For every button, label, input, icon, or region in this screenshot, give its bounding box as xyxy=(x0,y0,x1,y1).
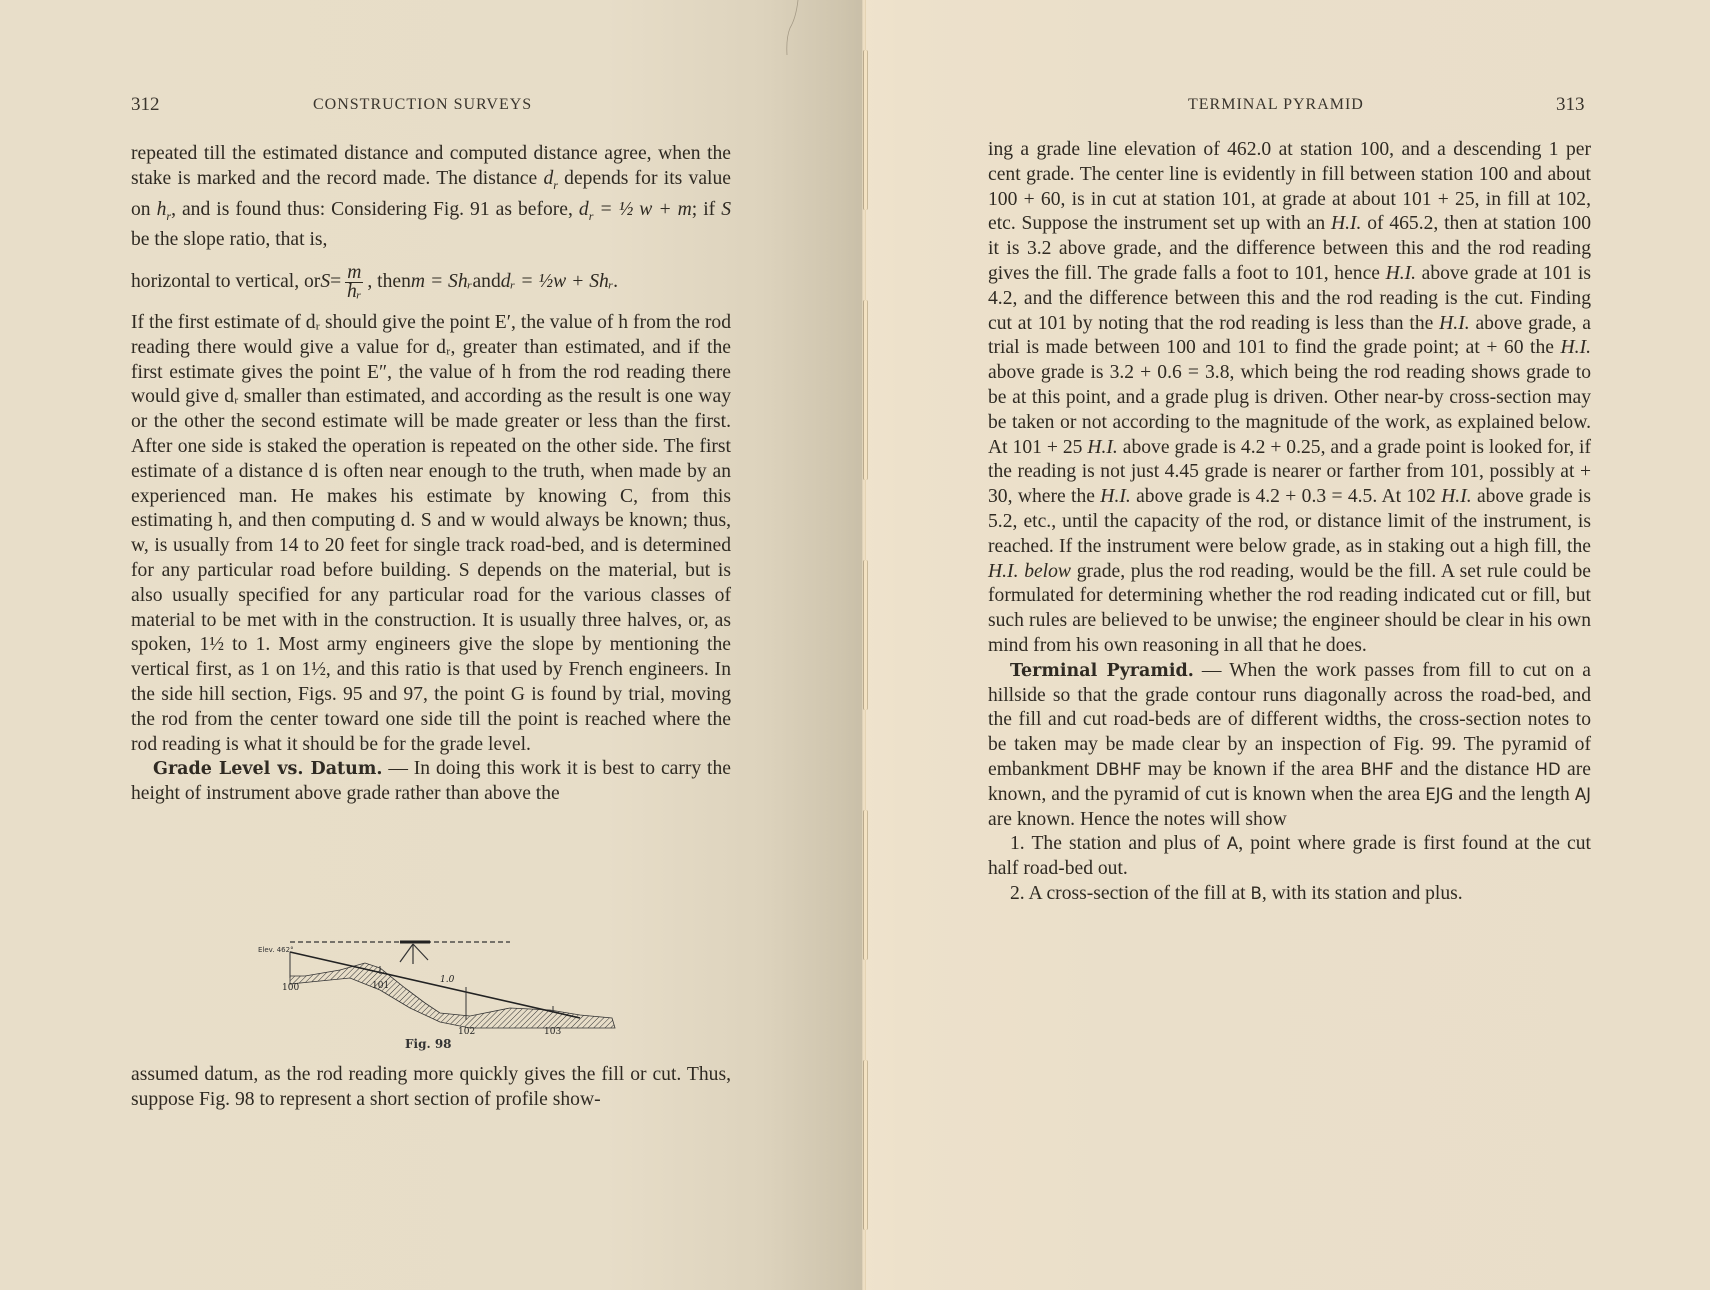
text-run: — xyxy=(1193,659,1230,681)
text-run: horizontal to vertical, or xyxy=(131,270,321,292)
list-item xyxy=(988,882,1591,907)
text-run: In doing this work it is best to carry the height of instrument above grade rather than above the xyxy=(131,758,731,805)
text-run: — xyxy=(382,758,414,780)
text-run: grade, plus the rod reading, would be the fill. A set rule could be formulated for determining whether the rod reading indicated cut or fill, but such rules are believed to be unwise; the engineer should be clear in his own mind from his own reasoning in all that he does. xyxy=(988,560,1591,656)
math-expression: dᵣ = ½w + Shᵣ. xyxy=(500,270,619,292)
text-run: above grade is 3.2 + 0.6 = 3.8, which being the rod reading shows grade to be at this point, and a grade plug is driven. Other near-by cross-section may be taken or not according to the magnitude of the work, as explained below. At 101 + 25 xyxy=(988,362,1591,458)
text-run: may be known if the area xyxy=(1141,758,1361,780)
emphasis: below xyxy=(1024,560,1071,582)
binding-stitch xyxy=(863,300,868,480)
profile-figure xyxy=(250,930,630,1040)
instrument-icon xyxy=(400,944,428,964)
point-label: DBHF xyxy=(1095,759,1142,779)
abbr-hi: H.I. xyxy=(1385,262,1417,284)
math-var: d xyxy=(543,167,554,189)
right-body-text xyxy=(988,138,1591,907)
text-run: are known, and the pyramid of cut is known when the area xyxy=(988,758,1591,805)
list-number: 2. xyxy=(1010,882,1025,904)
text-run: depends for its value on xyxy=(131,167,731,220)
abbr-hi: H.I. xyxy=(1560,337,1591,359)
paragraph: If the first estimate of dᵣ should give the point E′, the value of h from the rod reading there would give a value for dᵣ, greater than estimated, and if the first estimate gives the point E″, the value of h from the rod reading there would give dᵣ smaller than estimated, and according as the result is one way or the other the second estimate will be made greater or less than the first. After one side is staked the operation is repeated on the other side. The first estimate of a distance d is often near enough to the truth, when made by an experienced man. He makes his estimate by knowing C, from this estimating h, and then computing d. S and w would always be known; thus, w, is usually from 14 to 20 feet for single track road-bed, and is determined for any particular road before building. S depends on the material, but is also usually specified for any particular road for the various classes of material to be met with in the construction. It is usually three halves, or, as spoken, 1½ to 1. Most army engineers give the slope by mentioning the vertical first, as 1 on 1½, and this ratio is that used by French engineers. In the side hill section, Figs. 95 and 97, the point G is found by trial, moving the rod from the center toward one side till the point is reached where the rod reading is what it should be for the grade level. xyxy=(131,312,731,755)
text-run: above grade is 5.2, etc., until the capacity of the rod, or distance limit of the instrument, is reached. If the instrument were below grade, as in staking out a high fill, the xyxy=(988,486,1591,557)
text-run: = xyxy=(330,270,342,292)
abbr-hi: H.I. xyxy=(1441,486,1472,508)
point-label: A xyxy=(1226,834,1239,854)
text-run: The station and plus of xyxy=(1024,833,1227,855)
text-run: and xyxy=(472,270,501,292)
figure-label: Elev. 462° xyxy=(258,946,294,954)
abbr-hi: H.I. xyxy=(988,560,1019,582)
point-label: EJG xyxy=(1425,784,1454,804)
left-body-text xyxy=(131,142,731,807)
text-run: ; if xyxy=(691,198,722,220)
text-run: above grade is 4.2 + 0.25, and a grade point is looked for, if the reading is not just 4.45 grade is nearer or farther from 101, possibly at + 30, where the xyxy=(988,436,1591,508)
abbr-hi: H.I. xyxy=(1330,213,1362,235)
fraction-numerator: m xyxy=(347,261,362,283)
page-number: 313 xyxy=(1556,94,1585,115)
binding-stitch xyxy=(863,1060,868,1230)
math-var: S xyxy=(320,270,331,292)
math-var: S xyxy=(721,198,731,220)
figure-label: 1.0 xyxy=(440,975,455,985)
running-head: TERMINAL PYRAMID xyxy=(1188,96,1364,113)
paragraph xyxy=(988,659,1591,833)
station-label: 100 xyxy=(282,983,300,993)
text-run: and the length xyxy=(1453,783,1575,805)
station-label: 103 xyxy=(544,1027,562,1037)
text-run: , point where grade is first found at the cut half road-bed out. xyxy=(988,833,1591,880)
point-label: BHF xyxy=(1360,759,1394,779)
abbr-hi: H.I. xyxy=(1439,312,1470,334)
point-label: AJ xyxy=(1574,784,1591,804)
math-var: d xyxy=(578,198,589,220)
left-body-text-continued xyxy=(131,1063,731,1113)
station-label: 101 xyxy=(372,981,390,991)
paragraph: assumed datum, as the rod reading more quickly gives the fill or cut. Thus, suppose Fig. 98 to represent a short section of profile show- xyxy=(131,1064,731,1110)
paragraph xyxy=(988,138,1591,659)
paper-crease xyxy=(780,0,800,60)
text-run: are known. Hence the notes will show xyxy=(988,808,1287,830)
text-run: A cross-section of the fill at xyxy=(1024,882,1251,904)
text-run: and the distance xyxy=(1393,758,1536,780)
text-run: above grade at 101 is 4.2, and the difference between this and the rod reading is the cut. Finding cut at 101 by noting that the rod reading is less than the xyxy=(988,262,1592,334)
text-run: be the slope ratio, that is, xyxy=(131,229,328,251)
binding-stitch xyxy=(863,810,868,960)
paragraph xyxy=(131,757,731,807)
page-number: 312 xyxy=(131,94,160,115)
binding-stitch xyxy=(863,50,868,210)
point-label: HD xyxy=(1535,759,1561,779)
text-run: above grade, a trial is made between 100 and 101 to find the grade point; at + 60 the xyxy=(988,312,1591,359)
section-heading: Grade Level vs. Datum. xyxy=(153,759,383,780)
abbr-hi: H.I. xyxy=(1100,486,1131,508)
text-run: When the work passes from fill to cut on a hillside so that the grade contour runs diagonally across the road-bed, and the fill and cut road-beds are of different widths, the cross-section notes to be taken may be made clear by an inspection of Fig. 99. The pyramid of embankment xyxy=(988,659,1591,780)
binding-stitch xyxy=(863,560,868,710)
fraction xyxy=(345,261,363,302)
abbr-hi: H.I. xyxy=(1087,436,1118,458)
running-head: CONSTRUCTION SURVEYS xyxy=(313,96,533,113)
fraction-denominator: hᵣ xyxy=(346,280,362,302)
section-heading: Terminal Pyramid. xyxy=(1010,660,1194,681)
figure-caption: Fig. 98 xyxy=(405,1037,452,1051)
math-var: h xyxy=(156,198,167,220)
text-run: ing a grade line elevation of 462.0 at station 100, and a descending 1 per cent grade. The center line is evidently in fill between station 100 and about 100 + 60, is in cut at station 101, at grade at about 101 + 25, in fill at 102, etc. Suppose the instrument set up with an xyxy=(988,139,1591,235)
list-number: 1. xyxy=(1010,833,1025,855)
math-expression: m = Shᵣ xyxy=(410,270,473,292)
formula-line xyxy=(131,253,731,311)
text-run: , and is found thus: Considering Fig. 91 as before, xyxy=(171,198,579,220)
text-run: repeated till the estimated distance and computed distance agree, when the stake is marked and the record made. The distance xyxy=(131,143,731,189)
list-item xyxy=(988,832,1591,882)
text-run: , with its station and plus. xyxy=(1261,882,1463,904)
station-label: 102 xyxy=(458,1027,476,1037)
text-run: above grade is 4.2 + 0.3 = 4.5. At 102 xyxy=(1130,486,1442,508)
math-expression: = ½ w + m xyxy=(593,198,692,220)
paragraph: repeated till the estimated distance and computed distance agree, when the stake is marked and the record made. The distance $d_r$ depends for its value on $h_r$, and is found thus: Considering Fig. 91 as before, $d_r$ = ½ w + m; if S be the slope ratio, that is, xyxy=(131,143,731,251)
point-label: B xyxy=(1250,883,1262,903)
text-run: , then xyxy=(367,270,411,292)
text-run: of 465.2, then at station 100 it is 3.2 above grade, and the difference between this and the rod reading gives the fill. The grade falls a foot to 101, hence xyxy=(988,213,1592,284)
